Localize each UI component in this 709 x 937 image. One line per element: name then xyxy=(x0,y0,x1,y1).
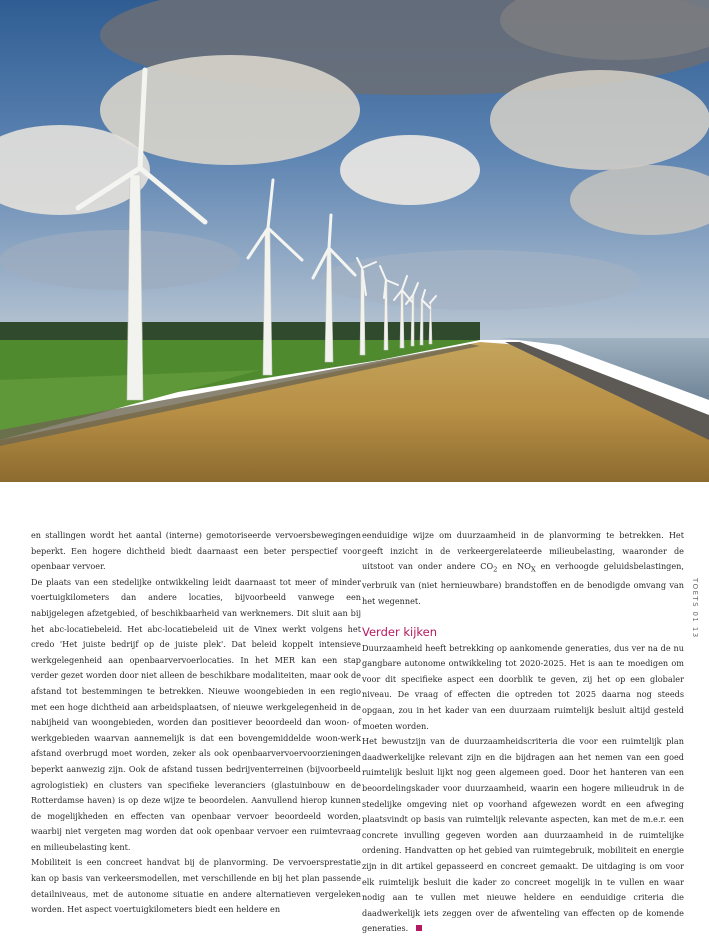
left-paragraph-1: en stallingen wordt het aantal (interne) gemotoriseerde vervoersbewegingen beperkt. Een hogere dichtheid biedt daarnaast een beter perspectief voor openbaar vervoer. xyxy=(31,530,361,572)
right-text-column xyxy=(362,528,684,937)
section-heading: Verder kijken xyxy=(362,624,437,639)
nox-subscript: X xyxy=(530,565,536,574)
right-paragraph-2 xyxy=(362,734,684,937)
right-paragraph-2-text: Het bewustzijn van de duurzaamheidscriteria die voor een ruimtelijk plan daadwerkelijke relevant zijn en die bijdragen aan het nemen van een goed ruimtelijk besluit lijkt nog geen algemeen goed. Door het hanteren van een beoordelingskader voor duurzaamheid, waarin een hogere milieudruk in de stedelijke omgeving niet op voorhand afgewezen wordt en een afweging plaatsvindt op basis van ruimtelijk relevante aspecten, kan met de m.e.r. een concrete invulling gegeven worden aan duurzaamheid in de ruimtelijke ordening. Handvatten op het gebied van ruimtegebruik, mobiliteit en energie zijn in dit artikel gepasseerd en concreet gemaakt. De uitdaging is om voor elk ruimtelijk besluit die kader zo concreet mogelijk in te vullen en waar nodig aan te vullen met nieuwe heldere en eenduidige criteria die daadwerkelijk iets zeggen over de afwenteling van effecten op de komende generaties. xyxy=(362,736,684,934)
left-paragraph-2: De plaats van een stedelijke ontwikkeling leidt daarnaast tot meer of minder voertuigkilometers dan andere locaties, bijvoorbeeld vanwege een nabijgelegen afzetgebied, of beschikbaarheid van werknemers. Dit sluit aan bij het abc-locatiebeleid. Het abc-locatiebeleid uit de Vinex werkt volgens het credo 'Het juiste bedrijf op de juiste plek'. Dat beleid koppelt intensieve werkgelegenheid aan openbaarvervoerlocaties. In het MER kan een stap verder gezet worden door niet alleen de beschikbare modaliteiten, maar ook de afstand tot bestemmingen te betrekken. Nieuwe woongebieden in een regio met een hoge dichtheid aan arbeidsplaatsen, of nieuwe werkgelegenheid in de nabijheid van woongebieden, worden dan positiever beoordeeld dan woon- of werkgebieden waarvan aannemelijk is dat een bovengemiddelde woon-werk afstand overbrugd moet worden, zeker als ook openbaarvervoervoorzieningen beperkt aanwezig zijn. Ook de afstand tussen bedrijventerreinen (bijvoorbeeld agrologistiek) en clusters van specifieke leveranciers (glastuinbouw en de Rotterdamse haven) is op deze wijze te beoordelen. Aanvullend hierop kunnen de mogelijkheden en effecten van openbaar vervoer beoordeeld worden, waarbij niet vergeten mag worden dat ook openbaar vervoer een ruimtevraag en milieubelasting kent. xyxy=(31,576,361,852)
intro-text-mid: en NO xyxy=(497,561,531,572)
page-folio: TOETS 01 13 xyxy=(691,578,699,639)
left-text-column xyxy=(31,528,361,918)
intro-text-start: eenduidige wijze om duurzaamheid in de planvorming te betrekken. Het geeft inzicht in de verkeergerelateerde milieubelasting, waaronder de uitstoot van onder andere CO xyxy=(362,530,684,572)
end-of-article-mark xyxy=(416,925,422,931)
intro-text-end: en verhoogde geluidsbelastingen, verbruik van (niet hernieuwbare) brandstoffen en de benodigde omvang van het wegennet. xyxy=(362,561,685,606)
co2-subscript: 2 xyxy=(493,565,498,574)
right-intro-paragraph xyxy=(362,528,684,610)
right-paragraph-1: Duurzaamheid heeft betrekking op aankomende generaties, dus ver na de nu gangbare autonome ontwikkeling tot 2020-2025. Het is aan te moedigen om voor dit specifieke aspect een doorblik te geven, zij het op een globaler niveau. De vraag of effecten die optreden tot 2025 daarna nog steeds opgaan, zou in het kader van een duurzaam ruimtelijk besluit altijd gesteld moeten worden. xyxy=(362,642,684,731)
left-paragraph-3: Mobiliteit is een concreet handvat bij de planvorming. De vervoersprestatie kan op basis van verkeersmodellen, met verschillende en bij het plan passende detailniveaus, met de autonome situatie en andere alternatieven vergeleken worden. Het aspect voertuigkilometers biedt een heldere en xyxy=(31,857,361,915)
